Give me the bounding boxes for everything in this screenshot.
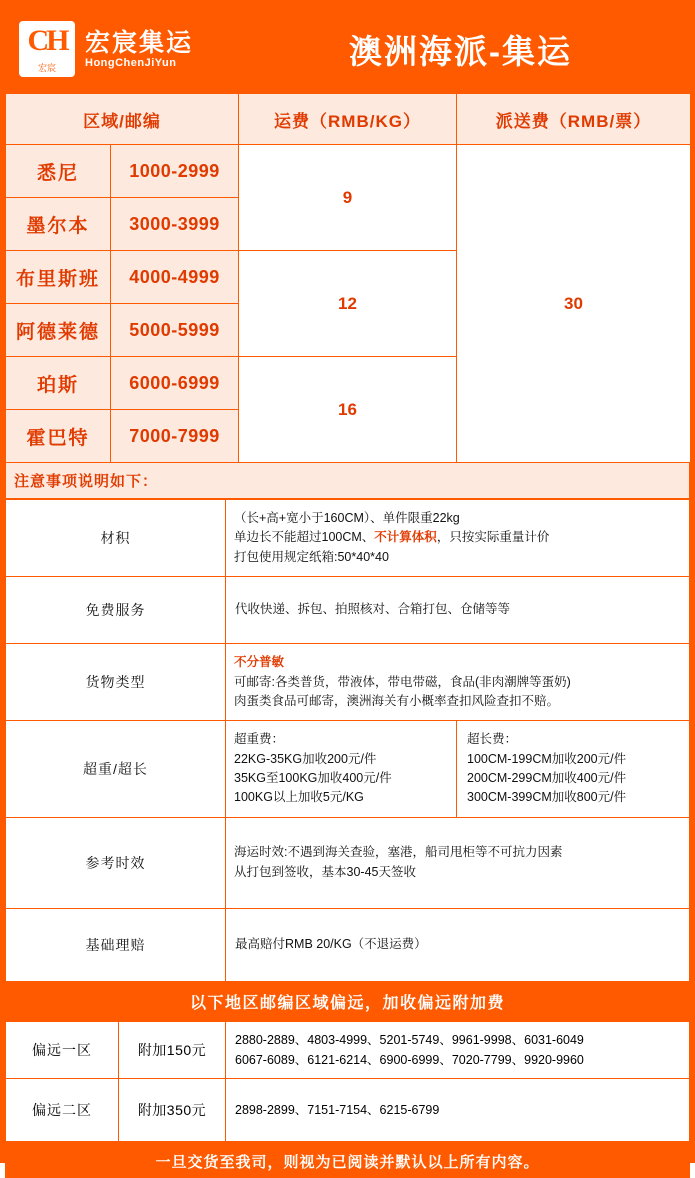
remote-surcharge: 附加350元 (119, 1078, 226, 1141)
notice-value-cargo-type (226, 644, 690, 721)
notice-line: 22KG-35KG加收200元/件 (234, 751, 377, 766)
zip-range: 6000-6999 (111, 357, 239, 410)
remote-banner: 以下地区邮编区域偏远，加收偏远附加费 (5, 982, 690, 1021)
notice-label: 货物类型 (6, 644, 226, 721)
city-name: 墨尔本 (6, 198, 111, 251)
freight-value: 9 (239, 145, 457, 251)
city-name: 阿德莱德 (6, 304, 111, 357)
notice-value-claim (226, 908, 690, 981)
notice-table (5, 499, 690, 982)
remote-range-line: 2880-2889、4803-4999、5201-5749、9961-9998、6031-6049 (235, 1032, 584, 1047)
table-row (6, 644, 690, 721)
table-row (6, 500, 690, 577)
remote-table (5, 1021, 690, 1142)
notice-title: 注意事项说明如下： (5, 463, 690, 499)
logo-mark-sub: 宏宸 (37, 63, 56, 73)
zip-range: 4000-4999 (111, 251, 239, 304)
notice-line: 超长费： (467, 732, 518, 747)
remote-ranges (226, 1078, 690, 1141)
table-row (6, 817, 690, 908)
notice-line-highlight: 不计算体积 (374, 530, 437, 545)
freight-value: 12 (239, 251, 457, 357)
remote-surcharge: 附加150元 (119, 1021, 226, 1078)
rates-header-row (6, 94, 691, 145)
notice-line: （长+高+宽小于160CM）、单件限重22kg (234, 511, 460, 525)
rates-col-delivery: 派送费（RMB/票） (457, 94, 691, 145)
remote-range-line: 6067-6089、6121-6214、6900-6999、7020-7799、9920-9960 (235, 1052, 584, 1067)
notice-line: 从打包到签收，基本30-45天签收 (234, 864, 416, 879)
overweight-split (234, 730, 681, 808)
freight-value: 16 (239, 357, 457, 463)
remote-zone: 偏远二区 (6, 1078, 119, 1141)
notice-value-free-service (226, 577, 690, 644)
footer-disclaimer: 一旦交货至我司，则视为已阅读并默认以上所有内容。 (5, 1142, 690, 1178)
oversize-column (456, 721, 681, 817)
brand-name-cn: 宏宸集运 (85, 28, 194, 57)
remote-range-line: 2898-2899、7151-7154、6215-6799 (235, 1102, 440, 1117)
notice-label: 免费服务 (6, 577, 226, 644)
rates-col-freight: 运费（RMB/KG） (239, 94, 457, 145)
notice-line-after: ，只按实际重量计价 (436, 530, 550, 545)
notice-line: 可邮寄:各类普货，带液体，带电带磁，食品(非肉潮牌等蛋奶) (234, 674, 571, 689)
table-row (6, 1078, 690, 1141)
logo-mark-letters: CH (27, 24, 67, 57)
notice-label: 材积 (6, 500, 226, 577)
notice-line: 100KG以上加收5元/KG (234, 790, 364, 805)
brand-name-en: HongChenJiYun (85, 57, 177, 70)
header (5, 5, 690, 93)
zip-range: 1000-2999 (111, 145, 239, 198)
city-name: 布里斯班 (6, 251, 111, 304)
table-row (6, 577, 690, 644)
notice-label: 超重/超长 (6, 721, 226, 818)
notice-value-transit-time (226, 817, 690, 908)
notice-line: 300CM-399CM加收800元/件 (467, 790, 627, 805)
table-row (6, 145, 691, 198)
notice-line: 超重费： (234, 732, 285, 747)
notice-line: 肉蛋类食品可邮寄，澳洲海关有小概率查扣风险查扣不赔。 (234, 693, 560, 708)
notice-line: 打包使用规定纸箱:50*40*40 (234, 549, 389, 564)
table-row (6, 908, 690, 981)
notice-line-highlight: 不分普敏 (234, 655, 285, 670)
remote-zone: 偏远一区 (6, 1021, 119, 1078)
rates-table (5, 93, 691, 463)
notice-line (234, 528, 681, 547)
delivery-fee-value: 30 (457, 145, 691, 463)
notice-line: 代收快递、拆包、拍照核对、合箱打包、仓储等等 (235, 602, 511, 617)
zip-range: 5000-5999 (111, 304, 239, 357)
notice-label: 基础理赔 (6, 908, 226, 981)
page-title: 澳洲海派-集运 (349, 32, 572, 70)
notice-value-material (226, 500, 690, 577)
remote-ranges (226, 1021, 690, 1078)
notice-line-text: 单边长不能超过100CM、 (234, 530, 375, 545)
overweight-column (234, 730, 456, 808)
brand-logo (5, 21, 245, 77)
city-name: 珀斯 (6, 357, 111, 410)
notice-value-overweight (226, 721, 690, 818)
notice-label: 参考时效 (6, 817, 226, 908)
rates-col-region: 区域/邮编 (6, 94, 239, 145)
zip-range: 7000-7999 (111, 410, 239, 463)
brand-name (85, 29, 193, 70)
city-name: 霍巴特 (6, 410, 111, 463)
table-row (6, 721, 690, 818)
logo-mark-icon (19, 21, 75, 77)
notice-line: 35KG至100KG加收400元/件 (234, 771, 392, 785)
notice-line: 200CM-299CM加收400元/件 (467, 771, 627, 785)
notice-line: 海运时效:不遇到海关查验，塞港，船司甩柜等不可抗力因素 (234, 845, 563, 860)
notice-line: 100CM-199CM加收200元/件 (467, 751, 627, 766)
notice-line: 最高赔付RMB 20/KG（不退运费） (235, 937, 427, 952)
zip-range: 3000-3999 (111, 198, 239, 251)
table-row (6, 1021, 690, 1078)
city-name: 悉尼 (6, 145, 111, 198)
